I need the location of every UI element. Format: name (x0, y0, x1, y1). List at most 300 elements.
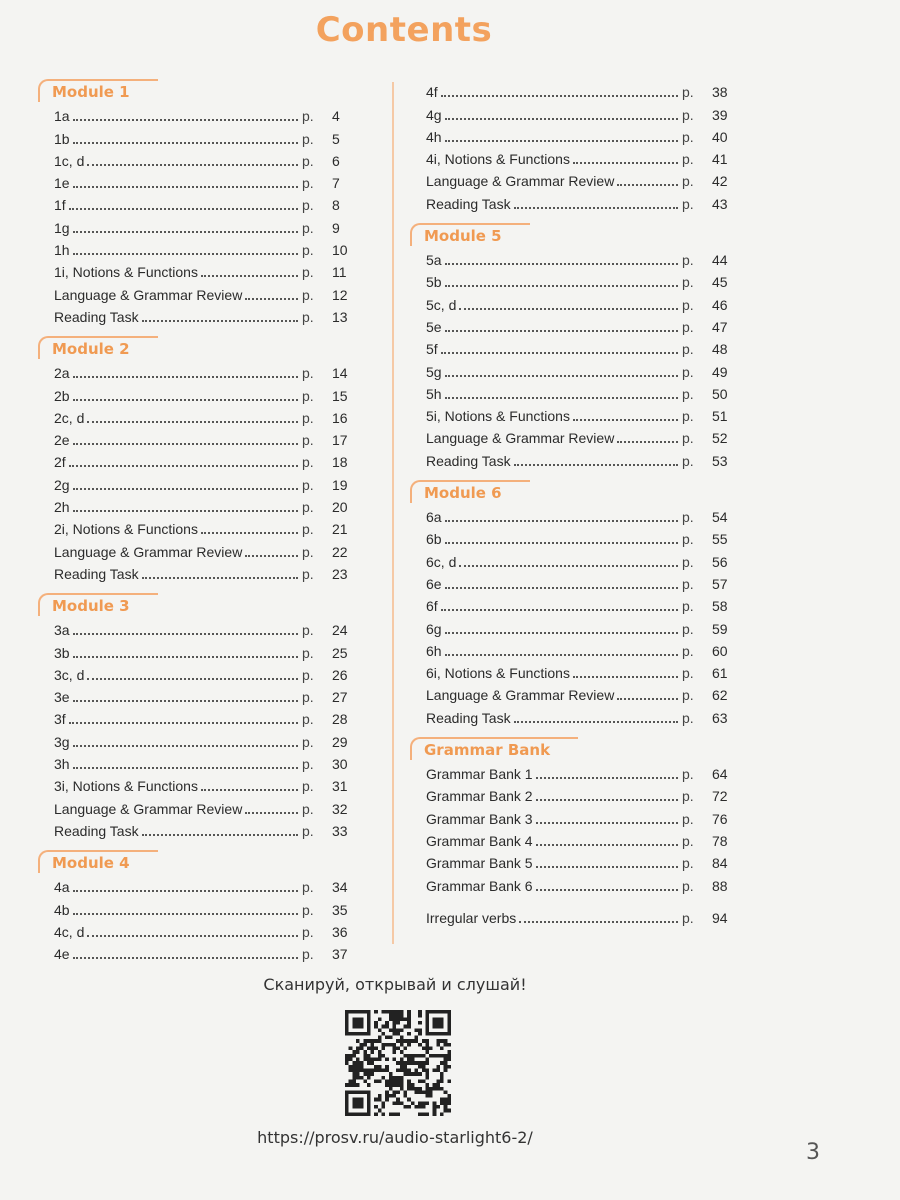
toc-entry[interactable] (426, 380, 740, 402)
entry-label: Language & Grammar Review (54, 286, 243, 303)
toc-entry[interactable] (54, 102, 360, 124)
entry-label: Grammar Bank 3 (426, 810, 533, 827)
toc-entry[interactable] (426, 100, 740, 122)
page-prefix: p. (682, 832, 694, 849)
entry-label: Reading Task (54, 822, 139, 839)
page-prefix: p. (682, 274, 694, 291)
entry-page-number: 49 (712, 363, 728, 380)
module-heading (38, 335, 360, 359)
entry-page-number: 33 (332, 822, 348, 839)
entry-page-number: 53 (712, 452, 728, 469)
entry-label: 2b (54, 387, 70, 404)
entry-page-number: 72 (712, 788, 728, 805)
entry-page-number: 38 (712, 84, 728, 101)
toc-entry[interactable] (426, 760, 740, 782)
entry-label: 6g (426, 620, 442, 637)
entry-page-number: 28 (332, 711, 348, 728)
entry-page-number: 32 (332, 800, 348, 817)
dot-leader (445, 263, 678, 265)
page-prefix: p. (302, 365, 314, 382)
entry-page-number: 35 (332, 901, 348, 918)
dot-leader (441, 352, 678, 354)
page-prefix: p. (682, 598, 694, 615)
dot-leader (536, 777, 678, 779)
entry-label: 5e (426, 318, 442, 335)
entry-page-number: 6 (332, 152, 340, 169)
toc-entry[interactable] (54, 381, 360, 403)
toc-entry[interactable] (426, 904, 740, 926)
toc-entry[interactable] (54, 873, 360, 895)
module-title: Module 4 (52, 853, 130, 872)
dot-leader (201, 532, 298, 534)
dot-leader (519, 921, 678, 923)
dot-leader (73, 633, 298, 635)
module-entries (38, 873, 360, 962)
toc-entry[interactable] (54, 147, 360, 169)
entry-label: 4g (426, 106, 442, 123)
entry-label: 1b (54, 130, 70, 147)
toc-entry[interactable] (426, 525, 740, 547)
entry-page-number: 20 (332, 499, 348, 516)
dot-leader (87, 421, 298, 423)
toc-entry[interactable] (54, 404, 360, 426)
dot-leader (445, 375, 678, 377)
dot-leader (73, 890, 298, 892)
page-prefix: p. (302, 822, 314, 839)
module-entries (410, 78, 740, 212)
toc-entry[interactable] (54, 750, 360, 772)
entry-page-number: 10 (332, 242, 348, 259)
entry-label: 6h (426, 642, 442, 659)
dot-leader (201, 275, 298, 277)
entry-page-number: 34 (332, 879, 348, 896)
toc-entry[interactable] (54, 124, 360, 146)
page-prefix: p. (682, 363, 694, 380)
entry-page-number: 59 (712, 620, 728, 637)
entry-label: Grammar Bank 4 (426, 832, 533, 849)
dot-leader (617, 184, 678, 186)
entry-label: 3g (54, 733, 70, 750)
entry-label: 2f (54, 454, 66, 471)
dot-leader (87, 164, 298, 166)
entry-label: Language & Grammar Review (426, 173, 615, 190)
module-entries (410, 760, 740, 894)
dot-leader (441, 95, 678, 97)
module-tab (38, 336, 158, 359)
entry-page-number: 9 (332, 219, 340, 236)
dot-leader (445, 542, 678, 544)
page-prefix: p. (682, 84, 694, 101)
page-prefix: p. (302, 454, 314, 471)
entry-label: 3i, Notions & Functions (54, 778, 198, 795)
entry-label: Grammar Bank 2 (426, 788, 533, 805)
module-title: Module 6 (424, 483, 502, 502)
page-prefix: p. (302, 565, 314, 582)
page-prefix: p. (302, 242, 314, 259)
page-prefix: p. (302, 666, 314, 683)
entry-label: 2h (54, 499, 70, 516)
dot-leader (459, 565, 678, 567)
entry-label: 4a (54, 879, 70, 896)
audio-url[interactable]: https://prosv.ru/audio-starlight6-2/ (257, 1128, 533, 1147)
entry-page-number: 15 (332, 387, 348, 404)
page-prefix: p. (682, 855, 694, 872)
toc-entry[interactable] (54, 772, 360, 794)
entry-label: 6f (426, 598, 438, 615)
toc-entry[interactable] (426, 503, 740, 525)
module-entries (410, 246, 740, 469)
module-heading (38, 849, 360, 873)
section-gap (410, 726, 740, 736)
toc-entry[interactable] (426, 145, 740, 167)
page-prefix: p. (302, 644, 314, 661)
dot-leader (73, 488, 298, 490)
entry-page-number: 30 (332, 756, 348, 773)
entry-label: 5g (426, 363, 442, 380)
page-prefix: p. (302, 800, 314, 817)
page-prefix: p. (682, 509, 694, 526)
toc-entry[interactable] (426, 547, 740, 569)
entry-page-number: 37 (332, 946, 348, 963)
page-prefix: p. (682, 788, 694, 805)
module-entries (38, 102, 360, 325)
toc-entry[interactable] (54, 895, 360, 917)
entry-label: Reading Task (426, 709, 511, 726)
toc-entry[interactable] (54, 683, 360, 705)
entry-label: 5f (426, 341, 438, 358)
dot-leader (73, 376, 298, 378)
toc-entry[interactable] (426, 681, 740, 703)
dot-leader (445, 140, 678, 142)
page-prefix: p. (302, 499, 314, 516)
toc-entry[interactable] (54, 705, 360, 727)
page-prefix: p. (302, 923, 314, 940)
page-prefix: p. (302, 152, 314, 169)
entry-label: 1c, d (54, 152, 85, 169)
module-title: Grammar Bank (424, 740, 551, 759)
toc-entry[interactable] (426, 357, 740, 379)
entry-label: 2a (54, 365, 70, 382)
entry-label: 4h (426, 128, 442, 145)
entry-label: 6b (426, 531, 442, 548)
module-heading (410, 222, 740, 246)
dot-leader (445, 330, 678, 332)
toc-entry[interactable] (54, 727, 360, 749)
toc-entry[interactable] (426, 782, 740, 804)
dot-leader (514, 207, 678, 209)
dot-leader (73, 767, 298, 769)
dot-leader (573, 676, 678, 678)
dot-leader (73, 957, 298, 959)
entry-label: 2c, d (54, 409, 85, 426)
dot-leader (445, 520, 678, 522)
toc-entry[interactable] (426, 827, 740, 849)
module-entries (38, 359, 360, 582)
entry-page-number: 29 (332, 733, 348, 750)
page-title: Contents (315, 10, 493, 50)
toc-entry[interactable] (426, 446, 740, 468)
entry-page-number: 31 (332, 778, 348, 795)
page-prefix: p. (302, 219, 314, 236)
entry-label: Language & Grammar Review (54, 543, 243, 560)
toc-entry[interactable] (54, 191, 360, 213)
page-prefix: p. (302, 308, 314, 325)
toc-entry[interactable] (54, 493, 360, 515)
entry-page-number: 45 (712, 274, 728, 291)
page-prefix: p. (302, 622, 314, 639)
dot-leader (73, 745, 298, 747)
section-gap (410, 894, 740, 904)
toc-entry[interactable] (426, 123, 740, 145)
dot-leader (245, 555, 298, 557)
dot-leader (445, 587, 678, 589)
entry-label: 3c, d (54, 666, 85, 683)
page-prefix: p. (682, 151, 694, 168)
toc-entry[interactable] (426, 637, 740, 659)
toc-entry[interactable] (54, 794, 360, 816)
page-prefix: p. (682, 877, 694, 894)
toc-entry[interactable] (54, 448, 360, 470)
dot-leader (87, 935, 298, 937)
entry-page-number: 23 (332, 565, 348, 582)
dot-leader (69, 208, 298, 210)
entry-page-number: 41 (712, 151, 728, 168)
entry-label: 6c, d (426, 553, 457, 570)
dot-leader (573, 419, 678, 421)
entry-page-number: 12 (332, 286, 348, 303)
entry-label: Grammar Bank 1 (426, 766, 533, 783)
page-prefix: p. (682, 531, 694, 548)
entry-page-number: 43 (712, 195, 728, 212)
dot-leader (142, 834, 298, 836)
page-prefix: p. (302, 476, 314, 493)
page-prefix: p. (682, 252, 694, 269)
entry-label: 3h (54, 756, 70, 773)
entry-page-number: 7 (332, 175, 340, 192)
module-tab (38, 79, 158, 102)
dot-leader (445, 118, 678, 120)
section-gap (410, 212, 740, 222)
entry-page-number: 84 (712, 855, 728, 872)
entry-label: 5c, d (426, 296, 457, 313)
toc-entry[interactable] (426, 290, 740, 312)
dot-leader (441, 609, 678, 611)
entry-page-number: 61 (712, 665, 728, 682)
toc-entry[interactable] (426, 659, 740, 681)
dot-leader (445, 285, 678, 287)
dot-leader (73, 231, 298, 233)
entry-label: 4c, d (54, 923, 85, 940)
section-gap (38, 839, 360, 849)
toc-entry[interactable] (426, 703, 740, 725)
entry-label: 1a (54, 108, 70, 125)
entry-page-number: 21 (332, 521, 348, 538)
toc-entry[interactable] (426, 167, 740, 189)
entry-label: Language & Grammar Review (426, 687, 615, 704)
page-prefix: p. (682, 575, 694, 592)
page-prefix: p. (682, 195, 694, 212)
entry-label: 5h (426, 385, 442, 402)
entry-label: Reading Task (54, 308, 139, 325)
entry-page-number: 22 (332, 543, 348, 560)
toc-entry[interactable] (54, 303, 360, 325)
dot-leader (73, 253, 298, 255)
toc-entry[interactable] (426, 849, 740, 871)
module-heading (410, 479, 740, 503)
dot-leader (459, 308, 678, 310)
toc-entry[interactable] (426, 592, 740, 614)
page-prefix: p. (302, 543, 314, 560)
entry-page-number: 36 (332, 923, 348, 940)
toc-entry[interactable] (54, 213, 360, 235)
dot-leader (617, 441, 678, 443)
toc-entry[interactable] (54, 236, 360, 258)
toc-entry[interactable] (426, 871, 740, 893)
entry-label: Reading Task (426, 195, 511, 212)
toc-entry[interactable] (54, 560, 360, 582)
entry-page-number: 62 (712, 687, 728, 704)
toc-entry[interactable] (426, 335, 740, 357)
dot-leader (73, 186, 298, 188)
page-prefix: p. (682, 909, 694, 926)
toc-entry[interactable] (54, 616, 360, 638)
toc-entry[interactable] (426, 804, 740, 826)
section-gap (38, 582, 360, 592)
page-prefix: p. (682, 318, 694, 335)
page-prefix: p. (302, 733, 314, 750)
toc-entry[interactable] (426, 614, 740, 636)
page-prefix: p. (682, 665, 694, 682)
entry-label: Grammar Bank 5 (426, 855, 533, 872)
qr-code[interactable] (340, 1010, 456, 1116)
entry-page-number: 63 (712, 709, 728, 726)
dot-leader (617, 698, 678, 700)
page-prefix: p. (302, 901, 314, 918)
entry-page-number: 16 (332, 409, 348, 426)
module-title: Module 5 (424, 226, 502, 245)
entry-label: 4e (54, 946, 70, 963)
entry-label: 3b (54, 644, 70, 661)
section-gap (38, 325, 360, 335)
dot-leader (536, 866, 678, 868)
page-prefix: p. (302, 197, 314, 214)
module-entries (38, 616, 360, 839)
entry-page-number: 52 (712, 430, 728, 447)
entry-label: 1h (54, 242, 70, 259)
module-title: Module 1 (52, 83, 130, 101)
toc-entry[interactable] (426, 78, 740, 100)
entry-page-number: 8 (332, 197, 340, 214)
entry-page-number: 25 (332, 644, 348, 661)
page-prefix: p. (302, 130, 314, 147)
entry-label: 2e (54, 432, 70, 449)
entry-page-number: 18 (332, 454, 348, 471)
dot-leader (245, 298, 298, 300)
page-prefix: p. (302, 756, 314, 773)
toc-entry[interactable] (54, 661, 360, 683)
contents-right-column (410, 78, 740, 926)
page-prefix: p. (682, 452, 694, 469)
entry-page-number: 60 (712, 642, 728, 659)
toc-entry[interactable] (426, 424, 740, 446)
page-prefix: p. (682, 620, 694, 637)
toc-entry[interactable] (54, 280, 360, 302)
page-prefix: p. (682, 341, 694, 358)
module-tab (38, 593, 158, 616)
toc-entry[interactable] (426, 570, 740, 592)
entry-page-number: 4 (332, 108, 340, 125)
toc-entry[interactable] (54, 426, 360, 448)
entry-page-number: 51 (712, 408, 728, 425)
toc-entry[interactable] (426, 246, 740, 268)
dot-leader (573, 162, 678, 164)
entry-label: 1g (54, 219, 70, 236)
entry-page-number: 26 (332, 666, 348, 683)
entry-page-number: 11 (332, 264, 347, 281)
entry-page-number: 58 (712, 598, 728, 615)
entry-label: Reading Task (54, 565, 139, 582)
page-prefix: p. (302, 387, 314, 404)
page-prefix: p. (302, 521, 314, 538)
entry-page-number: 64 (712, 766, 728, 783)
toc-entry[interactable] (54, 940, 360, 962)
contents-left-column (38, 78, 360, 962)
entry-label: 5a (426, 252, 442, 269)
toc-entry[interactable] (54, 515, 360, 537)
toc-entry[interactable] (54, 258, 360, 280)
toc-entry[interactable] (426, 189, 740, 211)
page-number: 3 (806, 1140, 820, 1165)
toc-entry[interactable] (54, 817, 360, 839)
entry-page-number: 42 (712, 173, 728, 190)
dot-leader (73, 656, 298, 658)
entry-page-number: 48 (712, 341, 728, 358)
toc-entry[interactable] (54, 537, 360, 559)
dot-leader (73, 443, 298, 445)
entry-label: Grammar Bank 6 (426, 877, 533, 894)
entry-page-number: 57 (712, 575, 728, 592)
dot-leader (514, 721, 678, 723)
page-prefix: p. (302, 264, 314, 281)
irregular-verbs (410, 904, 740, 926)
entry-page-number: 24 (332, 622, 348, 639)
toc-entry[interactable] (54, 918, 360, 940)
module-title: Module 3 (52, 596, 130, 615)
dot-leader (445, 397, 678, 399)
page-prefix: p. (302, 175, 314, 192)
dot-leader (245, 812, 298, 814)
toc-entry[interactable] (54, 638, 360, 660)
toc-entry[interactable] (426, 268, 740, 290)
entry-page-number: 78 (712, 832, 728, 849)
entry-page-number: 46 (712, 296, 728, 313)
toc-entry[interactable] (54, 359, 360, 381)
toc-entry[interactable] (426, 313, 740, 335)
dot-leader (73, 142, 298, 144)
page-prefix: p. (302, 409, 314, 426)
module-tab (410, 737, 578, 760)
page-prefix: p. (682, 709, 694, 726)
dot-leader (87, 678, 298, 680)
toc-entry[interactable] (54, 169, 360, 191)
entry-page-number: 47 (712, 318, 728, 335)
dot-leader (445, 654, 678, 656)
dot-leader (142, 577, 298, 579)
dot-leader (73, 913, 298, 915)
toc-entry[interactable] (54, 470, 360, 492)
entry-page-number: 44 (712, 252, 728, 269)
toc-entry[interactable] (426, 402, 740, 424)
